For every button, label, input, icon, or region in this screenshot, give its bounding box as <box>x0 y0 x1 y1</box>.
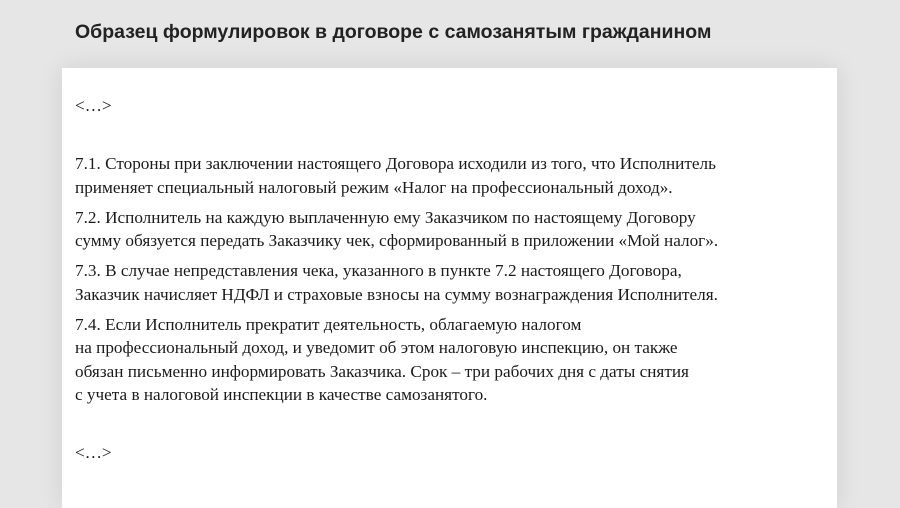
document-excerpt-card <box>62 68 837 508</box>
clause-7-3 <box>75 259 835 306</box>
clause-7-4 <box>75 313 835 407</box>
omission-marker-bottom: <…> <box>75 443 112 462</box>
clause-line: с учета в налоговой инспекции в качестве самозанятого. <box>75 385 488 404</box>
omission-marker-top: <…> <box>75 96 112 115</box>
page-title: Образец формулировок в договоре с самозанятым гражданином <box>75 21 712 43</box>
clause-line: сумму обязуется передать Заказчику чек, сформированный в приложении «Мой налог». <box>75 231 719 250</box>
clause-line: 7.4. Если Исполнитель прекратит деятельность, облагаемую налогом <box>75 314 582 334</box>
clause-line: 7.2. Исполнитель на каждую выплаченную ему Заказчиком по настоящему Договору <box>75 207 696 227</box>
clause-line: 7.3. В случае непредставления чека, указанного в пункте 7.2 настоящего Договора, <box>75 261 682 280</box>
clause-line: применяет специальный налоговый режим «Налог на профессиональный доход». <box>75 177 673 197</box>
clause-line: на профессиональный доход, и уведомит об этом налоговую инспекцию, он также <box>75 338 678 357</box>
clause-list <box>75 152 835 413</box>
clause-line: Заказчик начисляет НДФЛ и страховые взносы на сумму вознаграждения Исполнителя. <box>75 284 718 304</box>
clause-line: 7.1. Стороны при заключении настоящего Договора исходили из того, что Исполнитель <box>75 154 716 173</box>
clause-7-1 <box>75 152 835 199</box>
clause-7-2 <box>75 206 835 253</box>
clause-line: обязан письменно информировать Заказчика. Срок – три рабочих дня с даты снятия <box>75 361 689 381</box>
